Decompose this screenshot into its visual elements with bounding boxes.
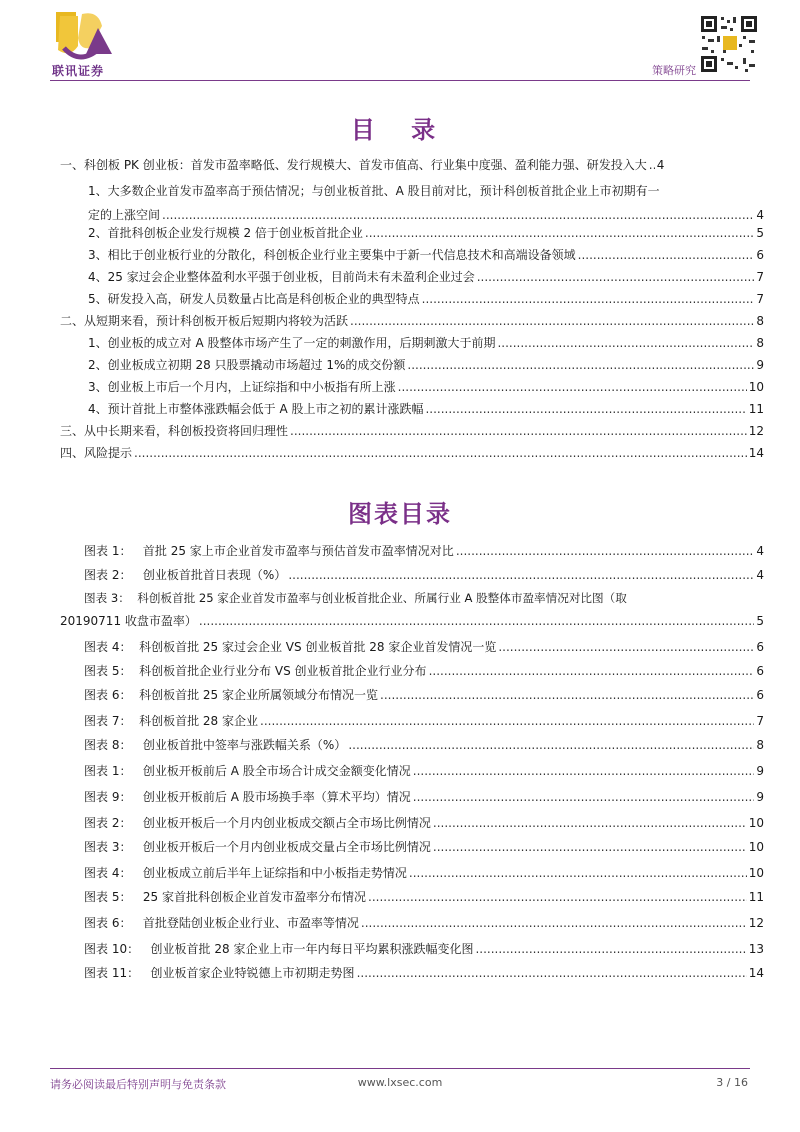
report-category: 策略研究 [652, 64, 696, 77]
figure-title: 科创板首批企业行业分布 VS 创业板首批企业行业分布 [139, 664, 427, 678]
figure-page-number: 10 [748, 840, 764, 854]
toc-entry-text: 2、创业板成立初期 28 只股票撬动市场超过 1%的成交份额 [88, 358, 406, 372]
figure-entry[interactable] [84, 736, 764, 753]
toc-page-number: 5 [756, 226, 764, 240]
toc-entry-1-1[interactable] [60, 182, 764, 222]
figure-page-number: 4 [756, 568, 764, 582]
figure-page-number: 10 [748, 816, 764, 830]
leader-dots [162, 206, 754, 224]
figure-title-cont: 20190711 收盘市盈率） [60, 614, 197, 628]
leader-dots [134, 444, 747, 462]
figure-entry[interactable] [84, 638, 764, 655]
toc-entry-2-1[interactable] [60, 334, 764, 354]
toc-entry-2-4[interactable] [60, 400, 764, 420]
toc-entry-text-cont: 定的上涨空间 [88, 208, 161, 222]
toc-entry-text: 一、科创板 PK 创业板：首发市盈率略低、发行规模大、首发市值高、行业集中度强、盈利能力强、研发投入大 [60, 158, 647, 172]
figure-title: 创业板首批 28 家企业上市一年内每日平均累积涨跌幅变化图 [150, 942, 474, 956]
figure-title: 首批登陆创业板企业行业、市盈率等情况 [142, 916, 359, 930]
toc-page-number: 14 [748, 446, 764, 460]
toc-entry-1-3[interactable] [60, 246, 764, 266]
leader-dots [365, 224, 754, 242]
figure-title: 创业板首批首日表现（%） [142, 568, 287, 582]
toc-entry-2[interactable] [60, 312, 764, 332]
figure-entry[interactable] [84, 814, 764, 831]
figure-title: 创业板首批中签率与涨跌幅关系（%） [142, 738, 347, 752]
leader-dots [578, 246, 755, 264]
toc-entry-2-3[interactable] [60, 378, 764, 398]
toc-entry-text: 1、创业板的成立对 A 股整体市场产生了一定的刺激作用，后期刺激大于前期 [88, 336, 496, 350]
toc-page-number: 4 [756, 208, 764, 222]
toc-page-number: 12 [748, 424, 764, 438]
figure-title: 创业板开板前后 A 股市场换手率（算术平均）情况 [142, 790, 411, 804]
figure-page-number: 9 [756, 764, 764, 778]
figure-entry[interactable] [84, 662, 764, 679]
leader-dots [350, 312, 754, 330]
leader-dots [290, 422, 747, 440]
figure-label: 图表 1： [84, 764, 132, 778]
disclaimer-link[interactable]: 请务必阅读最后特别声明与免责条款 [50, 1078, 226, 1091]
leader-dots [368, 890, 747, 904]
header-divider [50, 80, 750, 81]
figure-entry[interactable] [84, 914, 764, 931]
figure-page-number: 5 [756, 614, 764, 628]
page-header [0, 0, 800, 90]
figure-label: 图表 5： [84, 664, 132, 678]
figure-page-number: 12 [748, 916, 764, 930]
leader-dots [288, 568, 754, 582]
toc-entry-text: 2、首批科创板企业发行规模 2 倍于创业板首批企业 [88, 226, 363, 240]
toc-entry-4[interactable] [60, 444, 764, 464]
leader-dots [413, 790, 755, 804]
figure-entry[interactable] [84, 762, 764, 779]
figure-label: 图表 8： [84, 738, 132, 752]
figure-title: 科创板首批 25 家企业所属领域分布情况一览 [139, 688, 378, 702]
figure-label: 图表 1： [84, 544, 132, 558]
leader-dots [497, 334, 754, 352]
figure-page-number: 8 [756, 738, 764, 752]
figure-page-number: 13 [748, 942, 764, 956]
figure-page-number: 9 [756, 790, 764, 804]
toc-page-number: 8 [756, 336, 764, 350]
figure-title: 25 家首批科创板企业首发市盈率分布情况 [142, 890, 366, 904]
figure-entry[interactable] [84, 964, 764, 981]
figure-page-number: 6 [756, 688, 764, 702]
leader-dots [380, 688, 754, 702]
toc-entry-text: 二、从短期来看，预计科创板开板后短期内将较为活跃 [60, 314, 349, 328]
figure-page-number: 6 [756, 664, 764, 678]
figure-label: 图表 9： [84, 790, 132, 804]
figure-label: 图表 5： [84, 890, 132, 904]
figure-title: 创业板首家企业特锐德上市初期走势图 [150, 966, 355, 980]
leader-dots [260, 714, 754, 728]
leader-dots [413, 764, 755, 778]
figure-label: 图表 7： [84, 714, 132, 728]
leader-dots [398, 378, 747, 396]
toc-page-number: 10 [748, 380, 764, 394]
figure-page-number: 14 [748, 966, 764, 980]
figure-entry[interactable] [60, 590, 764, 630]
toc-entry-text: 4、预计首批上市整体涨跌幅会低于 A 股上市之初的累计涨跌幅 [88, 402, 424, 416]
figure-entry[interactable] [84, 888, 764, 905]
figure-label: 图表 6： [84, 688, 132, 702]
figure-label: 图表 2： [84, 568, 132, 582]
leader-dots [433, 840, 747, 854]
footer-divider [50, 1068, 750, 1069]
figure-entry[interactable] [84, 686, 764, 703]
leader-dots [429, 664, 755, 678]
figure-entry[interactable] [84, 838, 764, 855]
toc-entry-1-2[interactable] [60, 224, 764, 244]
toc-entry-1-4[interactable] [60, 268, 764, 288]
toc-entry-1[interactable] [60, 156, 764, 176]
leader-dots [357, 966, 747, 980]
toc-page-number: 11 [748, 402, 764, 416]
leader-dots [425, 400, 746, 418]
figure-title: 创业板开板后一个月内创业板成交量占全市场比例情况 [142, 840, 431, 854]
leader-dots [409, 866, 747, 880]
figure-label: 图表 6： [84, 916, 132, 930]
figure-page-number: 6 [756, 640, 764, 654]
leader-dots [433, 816, 747, 830]
toc-page-number: 7 [756, 292, 764, 306]
figure-list-title: 图表目录 [348, 500, 452, 528]
leader-dots [199, 614, 754, 628]
page-indicator: 3 / 16 [716, 1076, 748, 1089]
toc-entry-text: 3、创业板上市后一个月内，上证综指和中小板指有所上涨 [88, 380, 396, 394]
figure-label: 图表 10： [84, 942, 140, 956]
toc-entry-text: 3、相比于创业板行业的分散化，科创板企业行业主要集中于新一代信息技术和高端设备领域 [88, 248, 576, 262]
toc-entry-text: 5、研发投入高，研发人员数量占比高是科创板企业的典型特点 [88, 292, 420, 306]
toc-page-number: 7 [756, 270, 764, 284]
figure-entry[interactable] [84, 940, 764, 957]
toc-entry-3[interactable] [60, 422, 764, 442]
figure-entry[interactable] [84, 712, 764, 729]
leader-dots [498, 640, 754, 654]
leader-dots [649, 156, 655, 174]
logo-text: 联讯证券 [52, 64, 105, 78]
leader-dots [407, 356, 754, 374]
leader-dots [456, 544, 755, 558]
figure-title: 创业板开板后一个月内创业板成交额占全市场比例情况 [142, 816, 431, 830]
website-link[interactable]: www.lxsec.com [357, 1076, 443, 1089]
leader-dots [348, 738, 754, 752]
figure-title: 创业板开板前后 A 股全市场合计成交金额变化情况 [142, 764, 411, 778]
toc-title: 目 录 [350, 116, 450, 144]
figure-label: 图表 4： [84, 640, 132, 654]
figure-label: 图表 2： [84, 816, 132, 830]
toc-entry-1-5[interactable] [60, 290, 764, 310]
figure-label: 图表 3： [84, 591, 130, 605]
toc-entry-text: 四、风险提示 [60, 446, 133, 460]
figure-entry[interactable] [84, 864, 764, 881]
figure-title: 科创板首批 25 家企业首发市盈率与创业板首批企业、所属行业 A 股整体市盈率情况对比图（取 [137, 591, 627, 605]
toc-page-number: 6 [756, 248, 764, 262]
toc-page-number: 8 [756, 314, 764, 328]
figure-label: 图表 3： [84, 840, 132, 854]
figure-entry[interactable] [84, 566, 764, 583]
figure-label: 图表 4： [84, 866, 132, 880]
leader-dots [361, 916, 747, 930]
figure-title: 科创板首批 28 家企业 [139, 714, 258, 728]
figure-page-number: 4 [756, 544, 764, 558]
toc-entry-2-2[interactable] [60, 356, 764, 376]
figure-title: 创业板成立前后半年上证综指和中小板指走势情况 [142, 866, 407, 880]
figure-entry[interactable] [84, 788, 764, 805]
figure-entry[interactable] [84, 542, 764, 559]
toc-page-number: 9 [756, 358, 764, 372]
figure-page-number: 11 [748, 890, 764, 904]
leader-dots [475, 942, 746, 956]
leader-dots [422, 290, 755, 308]
figure-label: 图表 11： [84, 966, 140, 980]
toc-entry-text: 三、从中长期来看，科创板投资将回归理性 [60, 424, 289, 438]
figure-title: 首批 25 家上市企业首发市盈率与预估首发市盈率情况对比 [142, 544, 454, 558]
toc-entry-text: 1、大多数企业首发市盈率高于预估情况；与创业板首批、A 股目前对比，预计科创板首批企业上市初期有一 [88, 184, 660, 198]
leader-dots [477, 268, 755, 286]
figure-title: 科创板首批 25 家过会企业 VS 创业板首批 28 家企业首发情况一览 [139, 640, 497, 654]
qr-code-icon [699, 14, 759, 74]
figure-page-number: 10 [748, 866, 764, 880]
toc-page-number: 4 [656, 158, 665, 172]
toc-entry-text: 4、25 家过会企业整体盈利水平强于创业板，目前尚未有未盈利企业过会 [88, 270, 475, 284]
figure-page-number: 7 [756, 714, 764, 728]
